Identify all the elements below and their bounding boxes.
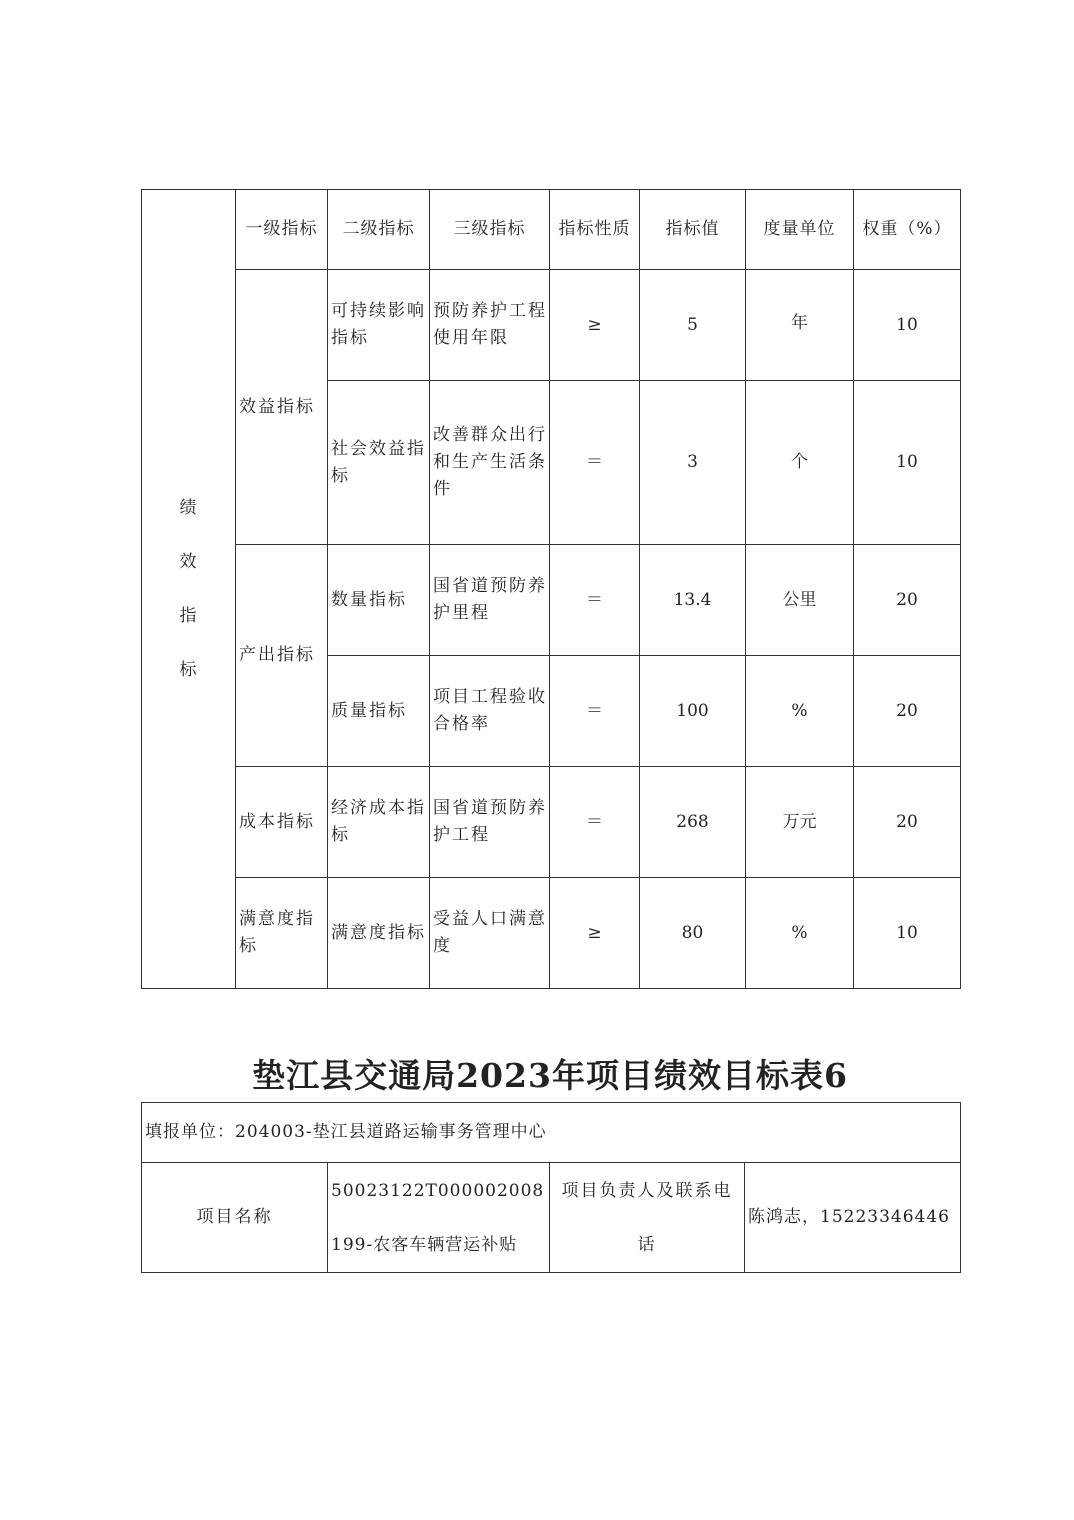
weight-cell: 20 (854, 656, 961, 767)
weight-cell: 10 (854, 381, 961, 545)
level2-cell: 可持续影响指标 (328, 270, 430, 381)
reporting-unit-line: 填报单位：204003-垫江县道路运输事务管理中心 (142, 1103, 961, 1163)
level3-cell: 改善群众出行和生产生活条件 (430, 381, 550, 545)
project-info-table (141, 1102, 961, 1273)
level2-cell: 经济成本指标 (328, 767, 430, 878)
level2-cell: 质量指标 (328, 656, 430, 767)
nature-cell: ＝ (550, 545, 640, 656)
level3-cell: 预防养护工程使用年限 (430, 270, 550, 381)
value-cell: 268 (640, 767, 746, 878)
unit-cell: 年 (746, 270, 854, 381)
contact-label: 项目负责人及联系电话 (550, 1163, 745, 1273)
header-unit: 度量单位 (746, 190, 854, 270)
level1-cell: 效益指标 (236, 270, 328, 545)
contact-value: 陈鸿志，15223346446 (745, 1163, 961, 1273)
unit-cell: 公里 (746, 545, 854, 656)
level3-cell: 项目工程验收合格率 (430, 656, 550, 767)
nature-cell: ＝ (550, 381, 640, 545)
level3-cell: 国省道预防养护工程 (430, 767, 550, 878)
nature-cell: ＝ (550, 656, 640, 767)
level2-cell: 社会效益指标 (328, 381, 430, 545)
nature-cell: ≥ (550, 270, 640, 381)
project-name-label: 项目名称 (142, 1163, 328, 1273)
value-cell: 3 (640, 381, 746, 545)
header-nature: 指标性质 (550, 190, 640, 270)
performance-indicator-side-label: 绩 效 指 标 (142, 190, 236, 989)
table-row (142, 878, 961, 989)
table-row (142, 270, 961, 381)
nature-cell: ≥ (550, 878, 640, 989)
unit-cell: 万元 (746, 767, 854, 878)
level1-cell: 产出指标 (236, 545, 328, 767)
performance-indicator-table (141, 189, 961, 989)
level3-cell: 受益人口满意度 (430, 878, 550, 989)
level1-cell: 成本指标 (236, 767, 328, 878)
value-cell: 13.4 (640, 545, 746, 656)
header-value: 指标值 (640, 190, 746, 270)
weight-cell: 20 (854, 545, 961, 656)
value-cell: 5 (640, 270, 746, 381)
weight-cell: 10 (854, 878, 961, 989)
table-row (142, 545, 961, 656)
weight-cell: 10 (854, 270, 961, 381)
header-level1: 一级指标 (236, 190, 328, 270)
project-name-value: 50023122T000002008199-农客车辆营运补贴 (328, 1163, 550, 1273)
header-level3: 三级指标 (430, 190, 550, 270)
value-cell: 100 (640, 656, 746, 767)
weight-cell: 20 (854, 767, 961, 878)
level2-cell: 数量指标 (328, 545, 430, 656)
header-level2: 二级指标 (328, 190, 430, 270)
unit-cell: 个 (746, 381, 854, 545)
table-row (142, 767, 961, 878)
level2-cell: 满意度指标 (328, 878, 430, 989)
level1-cell: 满意度指标 (236, 878, 328, 989)
unit-cell: % (746, 878, 854, 989)
unit-cell: % (746, 656, 854, 767)
level3-cell: 国省道预防养护里程 (430, 545, 550, 656)
nature-cell: ＝ (550, 767, 640, 878)
page-title: 垫江县交通局2023年项目绩效目标表6 (252, 1056, 848, 1095)
header-weight: 权重（%） (854, 190, 961, 270)
value-cell: 80 (640, 878, 746, 989)
